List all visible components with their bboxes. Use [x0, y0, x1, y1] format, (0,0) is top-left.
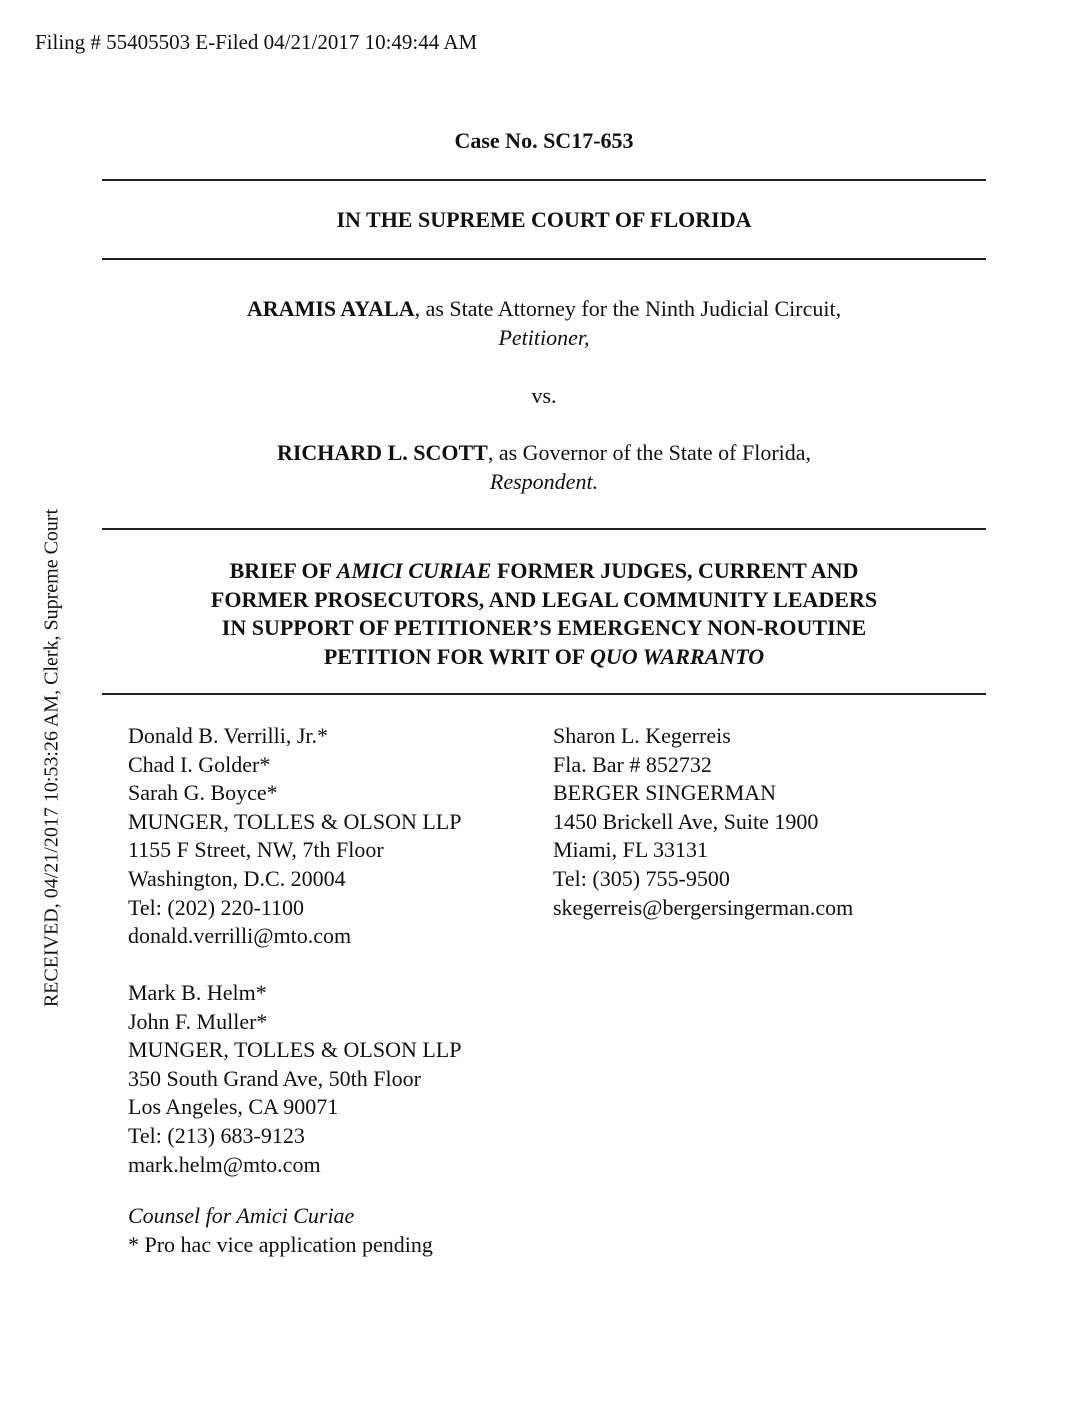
amici-curiae-italic: AMICI CURIAE — [336, 558, 492, 583]
respondent-name: RICHARD L. SCOTT — [276, 440, 488, 465]
counsel-line: MUNGER, TOLLES & OLSON LLP — [128, 808, 462, 834]
counsel-line: BERGER SINGERMAN — [553, 780, 777, 806]
divider-1 — [102, 179, 986, 181]
divider-2 — [102, 258, 986, 260]
counsel-line: 350 South Grand Ave, 50th Floor — [128, 1065, 421, 1091]
counsel-for-amici-label: Counsel for Amici Curiae — [128, 1203, 355, 1228]
brief-title-line-3: IN SUPPORT OF PETITIONER’S EMERGENCY NON-ROUTINE — [221, 615, 867, 640]
brief-title-line-4: PETITION FOR WRIT OF QUO WARRANTO — [323, 643, 765, 669]
counsel-line: MUNGER, TOLLES & OLSON LLP — [128, 1037, 462, 1063]
received-stamp: RECEIVED, 04/21/2017 10:53:26 AM, Clerk, Supreme Court — [40, 508, 63, 1008]
counsel-line: Tel: (213) 683-9123 — [128, 1122, 305, 1148]
quo-warranto-italic: QUO WARRANTO — [589, 643, 765, 669]
divider-3 — [102, 528, 986, 530]
counsel-line: Los Angeles, CA 90071 — [128, 1094, 339, 1120]
counsel-email: mark.helm@mto.com — [128, 1151, 321, 1177]
counsel-line: Miami, FL 33131 — [553, 837, 709, 863]
brief-title — [102, 557, 986, 671]
counsel-email: skegerreis@bergersingerman.com — [553, 894, 854, 920]
court-name: IN THE SUPREME COURT OF FLORIDA — [336, 207, 752, 232]
counsel-line: Fla. Bar # 852732 — [553, 751, 712, 777]
counsel-line: John F. Muller* — [128, 1008, 268, 1034]
counsel-block-la — [128, 979, 461, 1179]
petitioner-role: Petitioner, — [498, 325, 590, 350]
petitioner-description: , as State Attorney for the Ninth Judicial Circuit, — [414, 296, 842, 321]
counsel-line: Tel: (202) 220-1100 — [128, 894, 305, 920]
counsel-line: Washington, D.C. 20004 — [128, 865, 346, 891]
versus: vs. — [531, 383, 557, 408]
counsel-footer — [128, 1202, 433, 1259]
counsel-line: Donald B. Verrilli, Jr.* — [128, 723, 329, 748]
respondent-line — [102, 440, 986, 466]
pro-hac-vice-note: * Pro hac vice application pending — [128, 1231, 433, 1257]
respondent-role: Respondent. — [489, 469, 599, 494]
counsel-line: Sharon L. Kegerreis — [553, 723, 731, 748]
counsel-line: Chad I. Golder* — [128, 751, 271, 777]
petitioner-line — [102, 296, 986, 322]
counsel-line: 1155 F Street, NW, 7th Floor — [128, 837, 384, 863]
counsel-line: 1450 Brickell Ave, Suite 1900 — [553, 808, 819, 834]
counsel-line: Tel: (305) 755-9500 — [553, 865, 730, 891]
counsel-line: Mark B. Helm* — [128, 980, 267, 1005]
respondent-description: , as Governor of the State of Florida, — [487, 440, 812, 465]
counsel-block-dc — [128, 722, 461, 951]
brief-title-line-2: FORMER PROSECUTORS, AND LEGAL COMMUNITY LEADERS — [210, 586, 878, 612]
brief-title-line-1: BRIEF OF AMICI CURIAE FORMER JUDGES, CURRENT AND — [229, 558, 859, 583]
petitioner-name: ARAMIS AYALA — [246, 296, 415, 321]
divider-4 — [102, 693, 986, 695]
counsel-line: Sarah G. Boyce* — [128, 780, 278, 806]
filing-stamp: Filing # 55405503 E-Filed 04/21/2017 10:49:44 AM — [35, 30, 478, 54]
case-number: Case No. SC17-653 — [454, 128, 634, 153]
counsel-block-miami — [553, 722, 853, 922]
counsel-email: donald.verrilli@mto.com — [128, 923, 352, 949]
